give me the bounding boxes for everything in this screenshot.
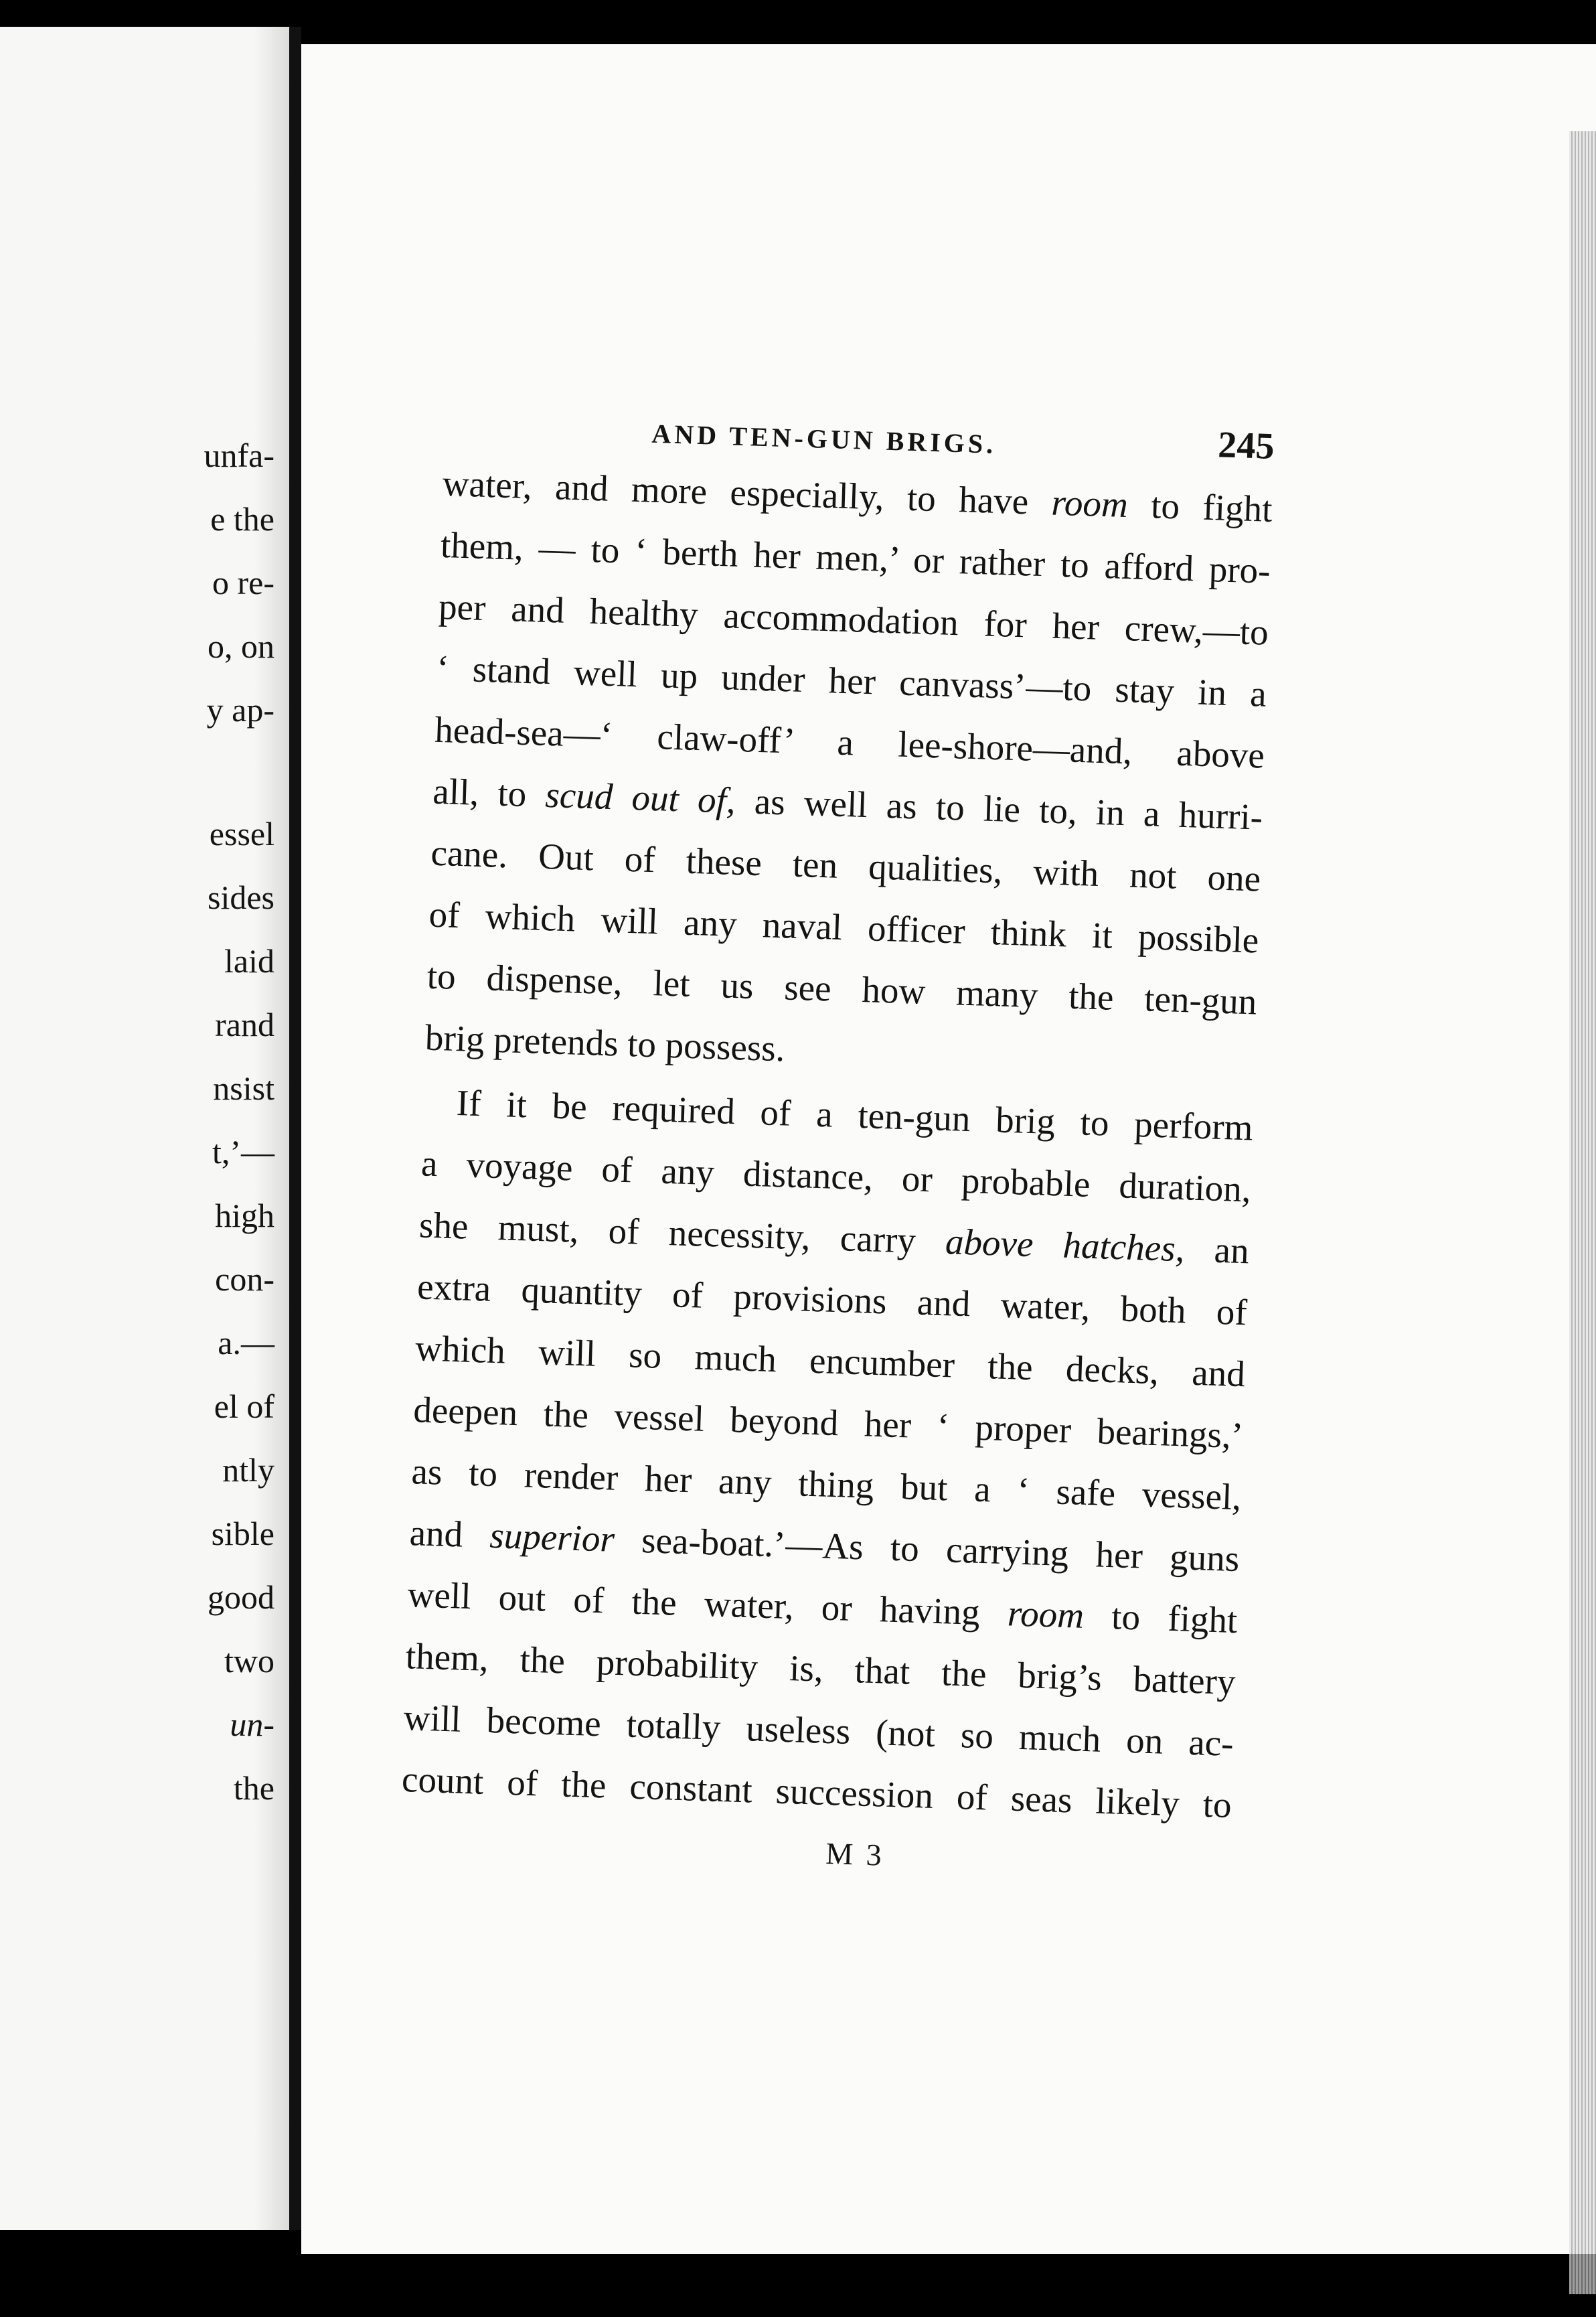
left-text-fragment: the [233, 1769, 274, 1807]
left-page [0, 27, 292, 2230]
left-text-fragment: el of [214, 1388, 274, 1425]
left-page-gutter [254, 27, 289, 2230]
text-line: per and healthy accommodation for her crew,—to [438, 585, 1269, 653]
book-spine [289, 27, 301, 2230]
text-line: ‘ stand well up under her canvass’—to stay in a [436, 647, 1267, 715]
text-line: well out of the water, or having room to fight [406, 1574, 1239, 1641]
signature-mark: M 3 [825, 1836, 885, 1872]
text-line: count of the constant succession of seas likely to [401, 1758, 1232, 1825]
left-text-fragment: a.— [218, 1324, 274, 1361]
text-line: them, — to ‘ berth her men,’ or rather to afford pro- [440, 524, 1271, 591]
text-line: she must, of necessity, carry above hatches, an [418, 1204, 1250, 1272]
left-text-fragment: un- [230, 1706, 274, 1743]
text-line: head-sea—‘ claw-off’ a lee-shore—and, above [434, 708, 1265, 776]
left-text-fragment: o, on [208, 627, 274, 665]
left-text-fragment: con- [215, 1260, 274, 1298]
page-number: 245 [1217, 424, 1275, 467]
text-block [400, 399, 1275, 1884]
text-line: water, and more especially, to have room to fight [442, 462, 1273, 530]
left-text-fragment: rand [215, 1006, 274, 1043]
left-text-fragment: nsist [213, 1069, 274, 1107]
text-line: and superior sea-boat.’—As to carrying her guns [408, 1512, 1241, 1580]
left-text-fragment: good [208, 1578, 274, 1616]
left-text-fragment: y ap- [206, 691, 274, 729]
paragraph-1 [424, 453, 1273, 1094]
page-fore-edge [1569, 131, 1596, 2294]
left-text-fragment: high [215, 1197, 274, 1234]
text-line: If it be required of a ten-gun brig to perform [456, 1082, 1254, 1148]
left-text-fragment: sible [211, 1515, 274, 1552]
left-text-fragment: ntly [222, 1451, 274, 1489]
left-text-fragment: essel [209, 815, 274, 852]
paragraph-2 [401, 1071, 1254, 1836]
text-line: extra quantity of provisions and water, both of [416, 1266, 1248, 1333]
left-text-fragment: two [224, 1642, 274, 1679]
text-line: them, the probability is, that the brig’s battery [405, 1635, 1236, 1703]
text-line: which will so much encumber the decks, and [414, 1327, 1246, 1395]
left-text-fragment: unfa- [204, 437, 274, 474]
text-line: cane. Out of these ten qualities, with not one [430, 832, 1262, 899]
running-head: AND TEN-GUN BRIGS. [651, 418, 997, 459]
left-text-fragment: laid [224, 942, 274, 980]
left-text-fragment: sides [208, 879, 274, 916]
text-line: brig pretends to possess. [424, 1017, 786, 1069]
text-line: as to render her any thing but a ‘ safe vessel, [410, 1450, 1243, 1518]
left-text-fragment: e the [210, 500, 274, 538]
left-text-fragment: t,’— [212, 1133, 274, 1171]
text-line: a voyage of any distance, or probable duration, [420, 1142, 1252, 1210]
right-page [301, 44, 1596, 2254]
text-line: deepen the vessel beyond her ‘ proper bearings,’ [412, 1389, 1244, 1456]
text-line: will become totally useless (not so much on ac- [403, 1697, 1234, 1764]
left-text-fragment: o re- [212, 564, 274, 601]
text-line: of which will any naval officer think it possible [428, 893, 1260, 961]
text-line: all, to scud out of, as well as to lie to, in a hurri- [432, 770, 1263, 838]
text-line: to dispense, let us see how many the ten-gun [426, 955, 1258, 1023]
